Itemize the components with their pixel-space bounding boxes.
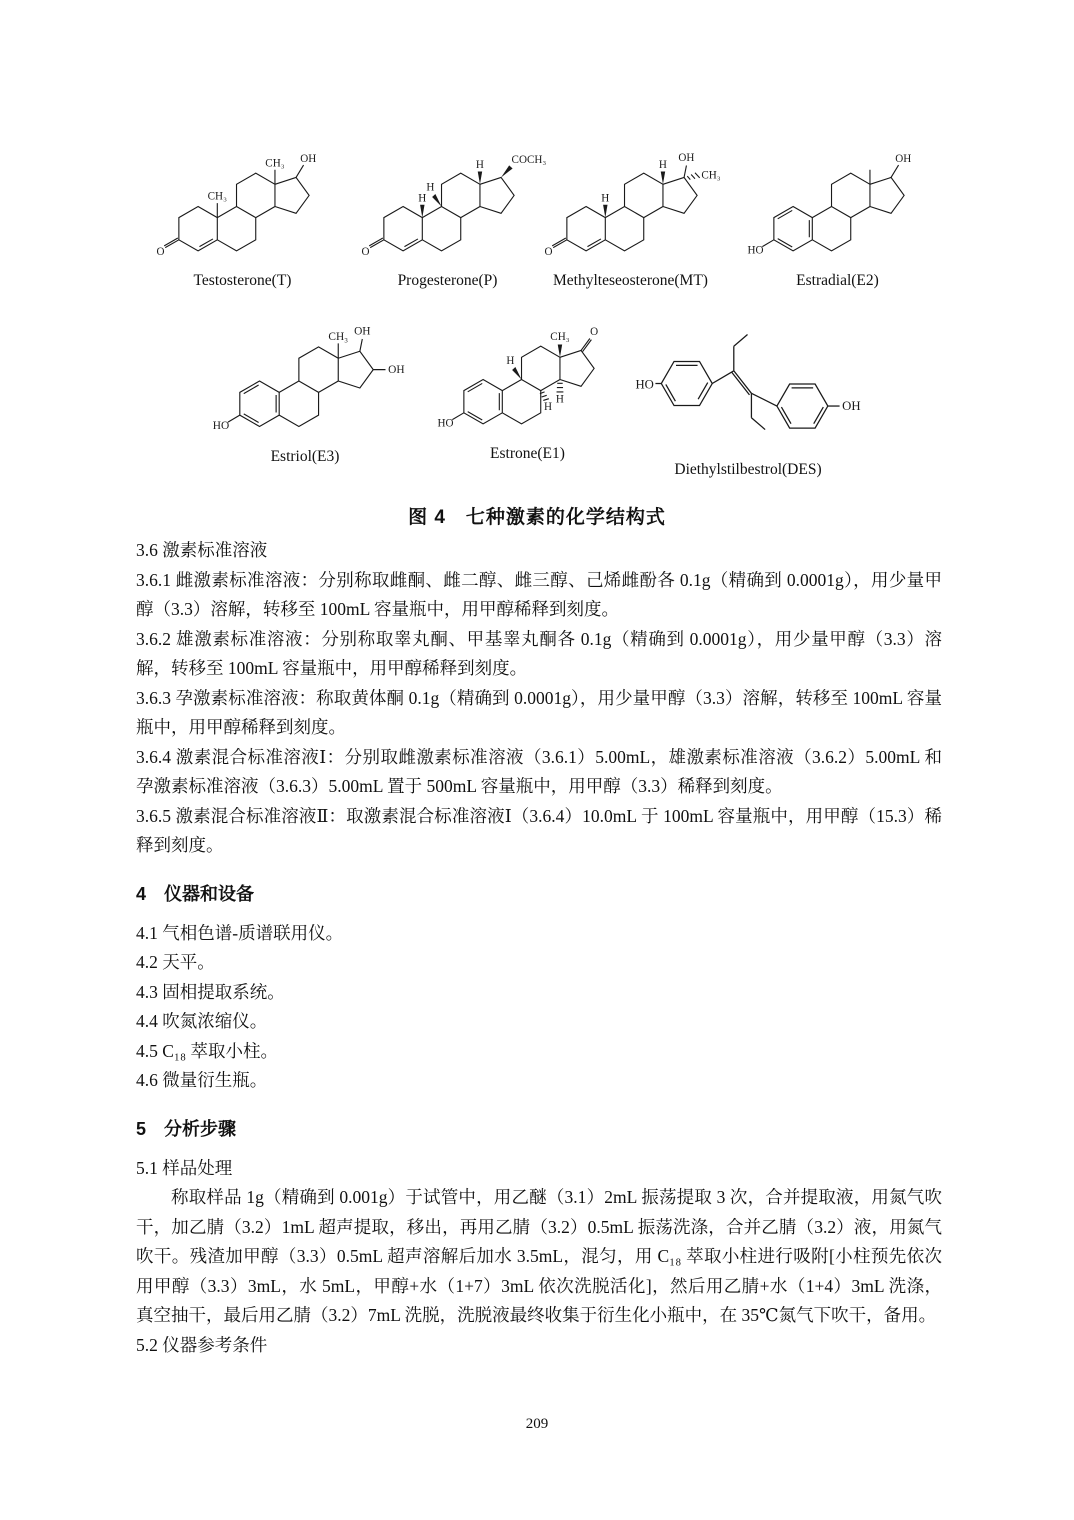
page-number: 209 [525,1416,549,1432]
paragraph-4-1: 4.1 气相色谱-质谱联用仪。 [136,922,344,943]
paragraph-4-5: 4.5 C₁₈ 萃取小柱。 [136,1040,278,1061]
paragraph-5-1-body: 称取样品 1g（精确到 0.001g）于试管中，用乙醚（3.1）2mL 振荡提取 3 次，合并提取液，用氮气吹干，加乙腈（3.2）1mL 超声提取，移出，再用乙腈（3.2）0.5mL 振荡洗涤，合并乙腈（3.2）液，用氮气吹干。残渣加甲醇（3.3）0.5mL 超声溶解后加水 3.5mL，混匀，用 C₁₈ 萃取小柱进行吸附[小柱预先依次用甲醇（3.3）3mL，水 5mL，甲醇+水（1+7）3mL 依次洗脱活化]，然后用乙腈+水（1+4）3mL 洗涤，真空抽干，最后用乙腈（3.2）7mL 洗脱，洗脱液最终收集于衍生化小瓶中，在 35℃氮气下吹干，备用。 [136,1187,942,1325]
atom-label: OH [895,153,912,166]
body-text [136,536,942,1360]
atom-label: OH [354,325,371,338]
molecule-name: Progesterone(P) [397,271,498,289]
paragraph-3-6-3: 3.6.3 孕激素标准溶液：称取黄体酮 0.1g（精确到 0.0001g），用少量甲醇（3.3）溶解，转移至 100mL 容量瓶中，用甲醇稀释到刻度。 [136,687,942,737]
atom-label: HO [212,420,230,433]
molecule-estrone [425,318,630,463]
atom-label: HO [437,417,454,430]
atom-label: CH₃ [550,331,570,344]
atom-label: OH [300,153,317,166]
paragraph-5-1: 5.1 样品处理 [136,1157,233,1178]
figure-structures [0,0,1074,500]
atom-label: CH₃ [701,169,721,182]
atom-label: HO [747,244,764,257]
paragraph-3-6: 3.6 激素标准溶液 [136,540,268,560]
atom-label: O [361,246,370,259]
atom-label: H [601,192,610,205]
atom-label: OH [678,152,695,165]
molecule-progesterone [345,145,553,290]
section-heading-4: 4 仪器和设备 [136,883,255,904]
molecule-name: Methylteseosterone(MT) [553,271,708,289]
molecule-name: Estriol(E3) [270,447,340,465]
molecule-methyltestosterone [528,145,733,290]
structure-drawing [528,145,733,270]
atom-label: H [506,355,515,368]
paragraph-5-2: 5.2 仪器参考条件 [136,1334,268,1355]
paragraph-3-6-2: 3.6.2 雄激素标准溶液：分别称取睾丸酮、甲基睾丸酮各 0.1g（精确到 0.0001g），用少量甲醇（3.3）溶解，转移至 100mL 容量瓶中，用甲醇稀释到刻度。 [136,628,942,678]
molecule-name: Testosterone(T) [193,271,292,289]
paragraph-4-3: 4.3 固相提取系统。 [136,981,285,1002]
atom-label: OH [842,398,861,413]
atom-label: H [426,181,435,194]
atom-label: H [475,159,484,172]
paragraph-3-6-1: 3.6.1 雌激素标准溶液：分别称取雌酮、雌二醇、雌三醇、己烯雌酚各 0.1g（精确到 0.0001g），用少量甲醇（3.3）溶解，转移至 100mL 容量瓶中，用甲醇稀释到刻度。 [136,569,942,619]
atom-label: HO [635,377,654,392]
molecule-estriol [200,318,410,466]
atom-label: CH₃ [207,190,227,203]
atom-label: CH₃ [265,157,285,170]
structure-drawing [140,145,345,270]
figure-caption: 图 4 七种激素的化学结构式 [408,507,666,528]
molecule-estradiol [735,145,940,290]
paragraph-3-6-5: 3.6.5 激素混合标准溶液Ⅱ：取激素混合标准溶液Ⅰ（3.6.4）10.0mL 于 100mL 容量瓶中，用甲醇（15.3）稀释到刻度。 [136,805,942,855]
atom-label: COCH₃ [511,153,547,166]
atom-label: O [544,246,553,259]
atom-label: CH₃ [328,330,349,343]
paragraph-3-6-4: 3.6.4 激素混合标准溶液Ⅰ：分别取雌激素标准溶液（3.6.1）5.00mL，雄激素标准溶液（3.6.2）5.00mL 和孕激素标准溶液（3.6.3）5.00mL 置于 500mL 容量瓶中，用甲醇（3.3）稀释到刻度。 [136,746,942,796]
atom-label: OH [388,364,405,377]
molecule-diethylstilbestrol [628,312,868,479]
structure-drawing [345,145,553,270]
structure-drawing [200,318,410,446]
section-heading-5: 5 分析步骤 [136,1118,237,1139]
atom-label: H [418,192,427,205]
atom-label: H [555,393,564,406]
paragraph-4-6: 4.6 微量衍生瓶。 [136,1070,268,1090]
atom-label: O [590,326,599,339]
molecule-name: Estradial(E2) [796,271,879,289]
structure-drawing [628,312,868,459]
structure-drawing [425,318,630,443]
paragraph-4-4: 4.4 吹氮浓缩仪。 [136,1011,268,1031]
atom-label: O [156,246,165,259]
molecule-name: Estrone(E1) [490,444,565,462]
molecule-name: Diethylstilbestrol(DES) [674,460,822,478]
atom-label: H [658,159,667,172]
paragraph-4-2: 4.2 天平。 [136,952,215,972]
molecule-testosterone [140,145,345,290]
structure-drawing [735,145,940,270]
atom-label: H [543,401,553,414]
